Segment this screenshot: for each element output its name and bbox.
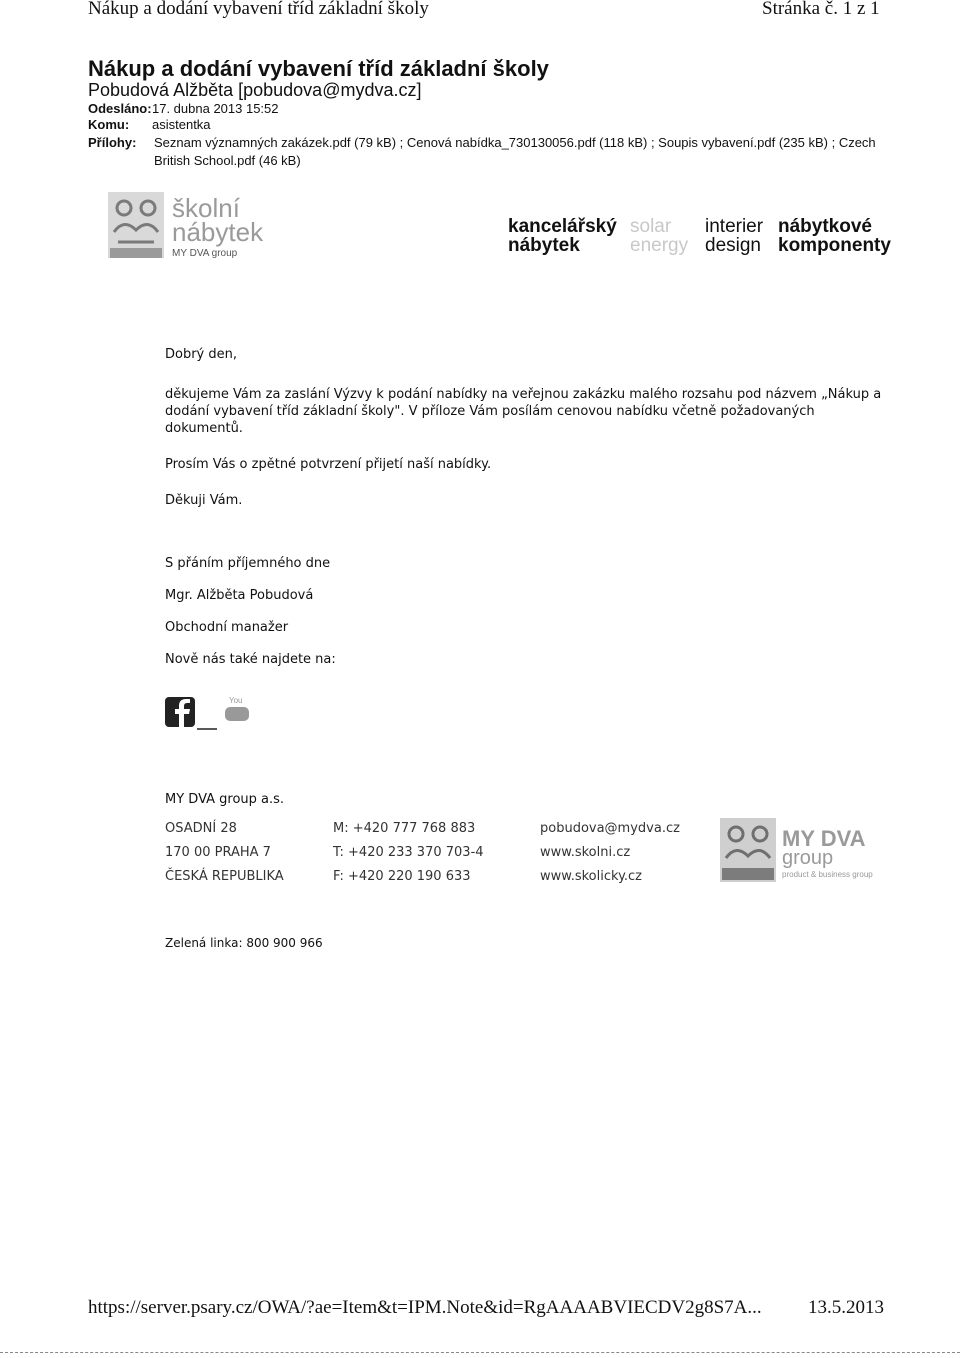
facebook-icon[interactable] [165,697,195,727]
category-line1: interier [705,216,764,237]
social-icons [165,683,255,733]
skolni-nabytek-logo [108,190,278,265]
category-line1: nábytkové [778,216,872,237]
sent-label: Odesláno: [88,101,152,116]
website-link-skolni[interactable]: www.skolni.cz [540,845,631,860]
mydva-logo-tag: product & business group [782,870,873,879]
category-line1: solar [630,216,672,237]
find-us-line: Nově nás také najdete na: [165,652,336,667]
mydva-logo-text: MY DVA [782,826,866,851]
category-office-furniture [508,217,617,255]
body-paragraph-1: děkujeme Vám za zaslání Výzvy k podání nabídky na veřejnou zakázku malého rozsahu pod názvem „Nákup a dodání vybavení tříd základní školy". V příloze Vám posílám cenovou nabídku včetně požadovaných dokumentů. [165,387,882,436]
to-label: Komu: [88,117,130,132]
mydva-group-logo [720,818,890,888]
attachments-row [88,134,878,170]
attachments-list[interactable]: Seznam významných zakázek.pdf (79 kB) ; Cenová nabídka_730130056.pdf (118 kB) ; Soupis vybavení.pdf (235 kB) ; Czech British School.pdf (46 kB) [154,135,876,168]
brand-line1: školní [172,193,240,223]
company-phones [333,817,484,889]
website-link-skolicky[interactable]: www.skolicky.cz [540,869,643,884]
phone-tel: T: +420 233 370 703-4 [333,845,484,860]
attachments-label: Přílohy: [88,135,137,150]
brand-sub: MY DVA group [172,248,238,259]
footer-divider [0,1352,960,1353]
print-footer-url: https://server.psary.cz/OWA/?ae=Item&t=IPM.Note&id=RgAAAABVIECDV2g8S7A... [88,1297,762,1318]
category-solar-energy [630,217,688,255]
category-line2: nábytek [508,235,580,256]
category-furniture-components [778,217,891,255]
mydva-emblem-icon [720,818,778,882]
to-value: asistentka [152,117,211,132]
print-page-number: Stránka č. 1 z 1 [762,0,880,19]
sent-row [88,101,279,116]
svg-text:You: You [229,696,243,705]
address-line: 170 00 PRAHA 7 [165,845,271,860]
body-paragraph-3: Děkuji Vám. [165,493,243,508]
category-line2: design [705,235,761,256]
social-links [165,683,255,738]
email-subject: Nákup a dodání vybavení tříd základní školy [88,56,549,81]
body-paragraph-2: Prosím Vás o zpětné potvrzení přijetí naší nabídky. [165,457,492,472]
signature-name: Mgr. Alžběta Pobudová [165,588,314,603]
youtube-icon[interactable] [225,696,249,721]
company-name: MY DVA group a.s. [165,792,285,807]
phone-mobile: M: +420 777 768 883 [333,821,476,836]
print-footer-date: 13.5.2013 [808,1297,884,1318]
category-line1: kancelářský [508,216,617,237]
mydva-logo-sub: group [782,847,834,869]
closing-line: S přáním příjemného dne [165,556,331,571]
category-interior-design [705,217,763,255]
email-link[interactable]: pobudova@mydva.cz [540,821,680,836]
sent-value: 17. dubna 2013 15:52 [152,101,279,116]
category-line2: komponenty [778,235,891,256]
hotline: Zelená linka: 800 900 966 [165,936,323,950]
greeting: Dobrý den, [165,347,238,362]
address-line: ČESKÁ REPUBLIKA [165,869,284,884]
company-address [165,817,284,889]
category-line2: energy [630,235,689,256]
print-page-title: Nákup a dodání vybavení tříd základní školy [88,0,429,19]
email-body [165,346,885,668]
company-web [540,817,680,889]
signature-position: Obchodní manažer [165,620,289,635]
brand-line2: nábytek [172,217,264,247]
email-sender: Pobudová Alžběta [pobudova@mydva.cz] [88,80,422,100]
phone-fax: F: +420 220 190 633 [333,869,471,884]
to-row [88,117,211,132]
address-line: OSADNÍ 28 [165,821,237,836]
